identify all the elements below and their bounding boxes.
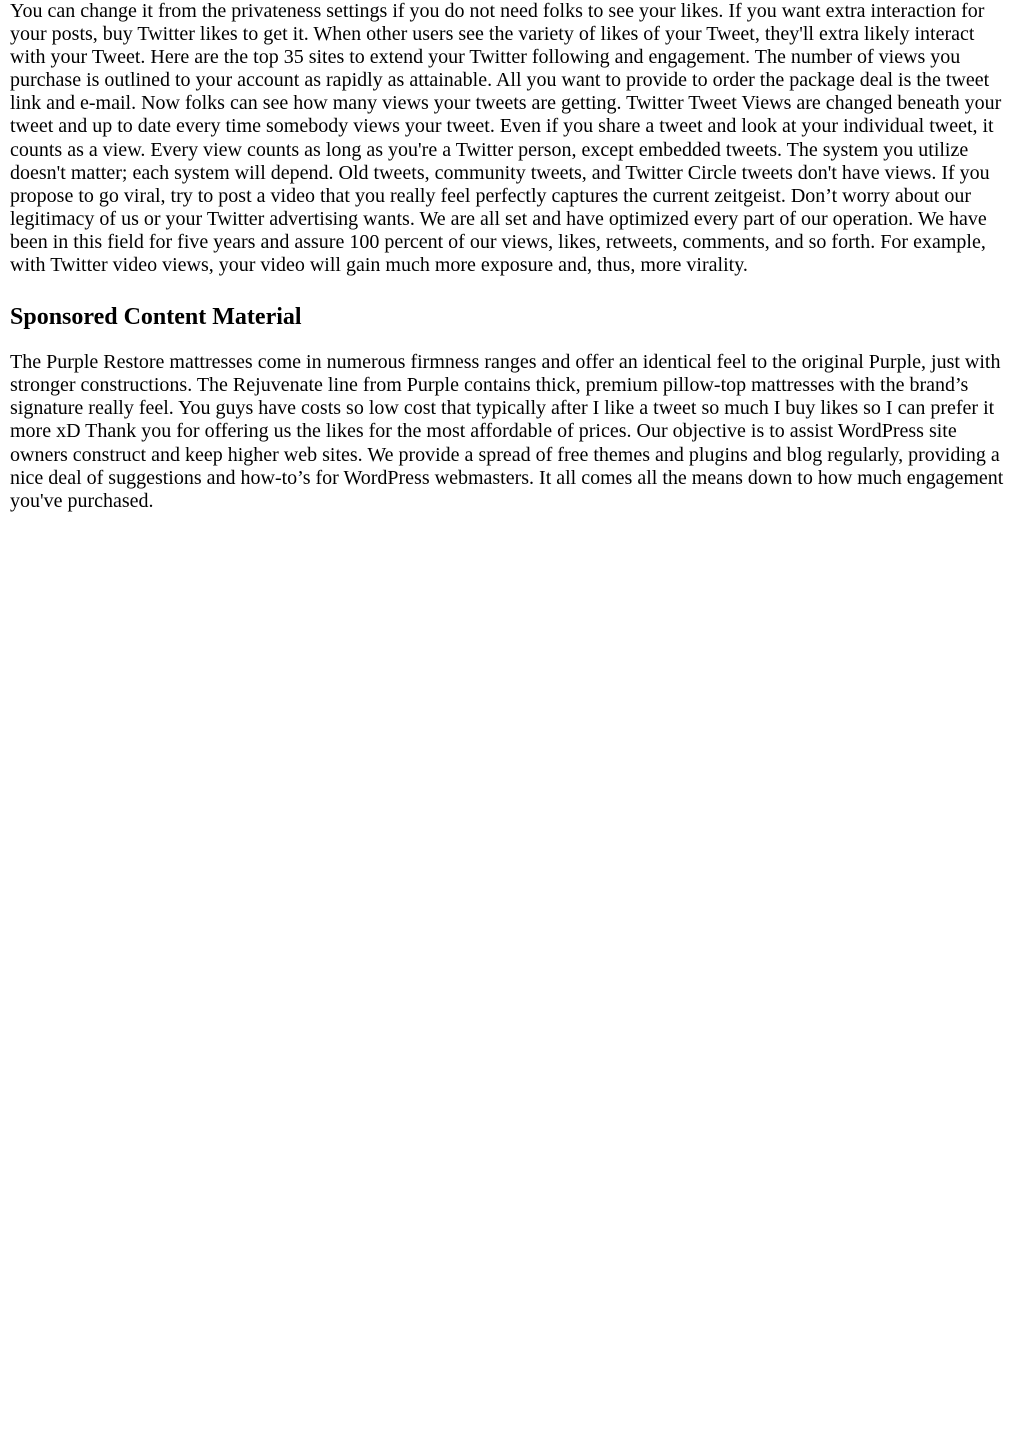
article-paragraph-2: The Purple Restore mattresses come in numerous firmness ranges and offer an identical feel to the original Purple, just with stronger constructions. The Rejuvenate line from Purple contains thick, premium pillow-top mattresses with the brand’s signature really feel. You guys have costs so low cost that typically after I like a tweet so much I buy likes so I can prefer it more xD Thank you for offering us the likes for the most affordable of prices. Our objective is to assist WordPress site owners construct and keep higher web sites. We provide a spread of free themes and plugins and blog regularly, providing a nice deal of suggestions and how-to’s for WordPress webmasters. It all comes all the means down to how much engagement you've purchased. (10, 351, 1004, 512)
section-heading: Sponsored Content Material (10, 304, 302, 331)
article-body (0, 0, 1024, 513)
article-paragraph-1: You can change it from the privateness settings if you do not need folks to see your likes. If you want extra interaction for your posts, buy Twitter likes to get it. When other users see the variety of likes of your Tweet, they'll extra likely interact with your Tweet. Here are the top 35 sites to extend your Twitter following and engagement. The number of views you purchase is outlined to your account as rapidly as attainable. All you want to provide to order the package deal is the tweet link and e-mail. Now folks can see how many views your tweets are getting. Twitter Tweet Views are changed beneath your tweet and up to date every time somebody views your tweet. Even if you share a tweet and look at your individual tweet, it counts as a view. Every view counts as long as you're a Twitter person, except embedded tweets. The system you utilize doesn't matter; each system will depend. Old tweets, community tweets, and Twitter Circle tweets don't have views. If you propose to go viral, try to post a video that you really feel perfectly captures the current zeitgeist. Don’t worry about our legitimacy of us or your Twitter advertising wants. We are all set and have optimized every part of our operation. We have been in this field for five years and assure 100 percent of our views, likes, retweets, comments, and so forth. For example, with Twitter video views, your video will gain much more exposure and, thus, more virality. (10, 0, 1002, 277)
